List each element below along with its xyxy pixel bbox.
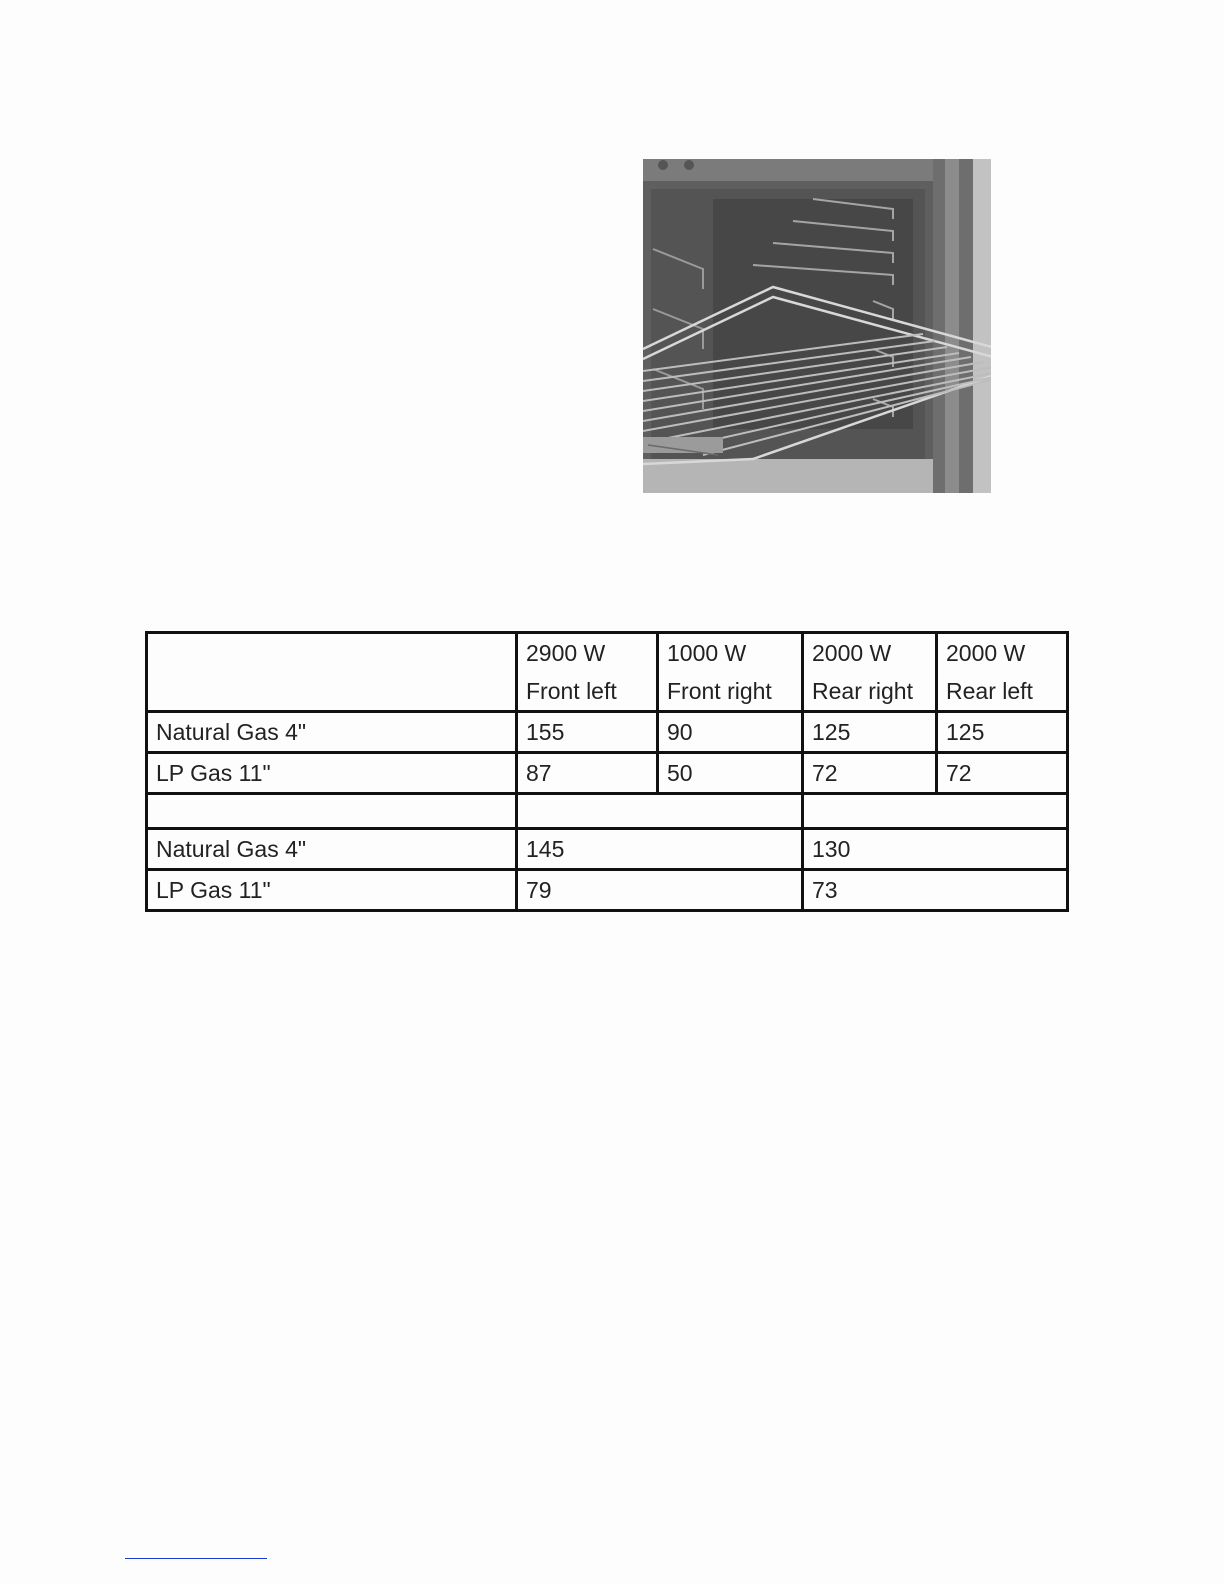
section-cell xyxy=(803,794,1068,829)
header-cell-blank xyxy=(147,633,517,712)
row-label: LP Gas 11" xyxy=(147,753,517,794)
header-position: Rear right xyxy=(812,678,913,704)
header-cell-front-right xyxy=(658,633,803,712)
table-row xyxy=(147,712,1068,753)
header-position: Front right xyxy=(667,678,772,704)
header-cell-rear-right xyxy=(803,633,937,712)
cell-value: 72 xyxy=(937,753,1068,794)
row-label: Natural Gas 4" xyxy=(147,829,517,870)
header-wattage: 2900 W xyxy=(526,640,606,666)
table-header-row xyxy=(147,633,1068,712)
cell-value: 50 xyxy=(658,753,803,794)
footnote-rule xyxy=(125,1558,267,1559)
cell-value: 125 xyxy=(803,712,937,753)
cell-value: 72 xyxy=(803,753,937,794)
table-row xyxy=(147,870,1068,911)
oven-rack-illustration xyxy=(643,159,991,493)
header-cell-rear-left xyxy=(937,633,1068,712)
section-cell xyxy=(517,794,803,829)
table-row xyxy=(147,753,1068,794)
cell-value: 155 xyxy=(517,712,658,753)
header-wattage: 2000 W xyxy=(946,640,1026,666)
header-wattage: 1000 W xyxy=(667,640,747,666)
header-cell-front-left xyxy=(517,633,658,712)
cell-value: 145 xyxy=(517,829,803,870)
section-label-cell xyxy=(147,794,517,829)
header-position: Rear left xyxy=(946,678,1033,704)
row-label: Natural Gas 4" xyxy=(147,712,517,753)
cell-value: 73 xyxy=(803,870,1068,911)
oven-rack-drawing xyxy=(643,159,991,493)
cell-value: 90 xyxy=(658,712,803,753)
cell-value: 87 xyxy=(517,753,658,794)
cell-value: 125 xyxy=(937,712,1068,753)
header-wattage: 2000 W xyxy=(812,640,892,666)
table-row xyxy=(147,829,1068,870)
cell-value: 130 xyxy=(803,829,1068,870)
gas-rating-table xyxy=(145,631,1069,912)
row-label: LP Gas 11" xyxy=(147,870,517,911)
table-section-row xyxy=(147,794,1068,829)
header-position: Front left xyxy=(526,678,617,704)
cell-value: 79 xyxy=(517,870,803,911)
